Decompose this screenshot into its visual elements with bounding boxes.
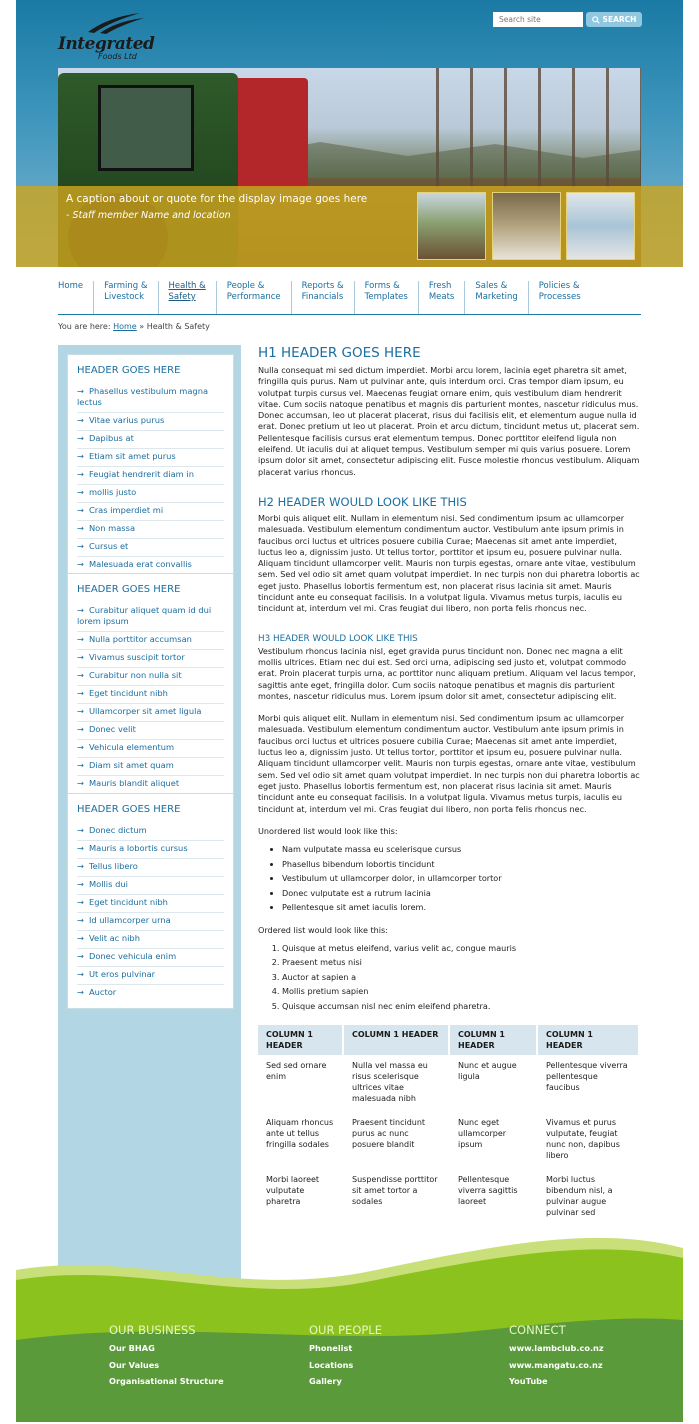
sidebar-link-list	[77, 823, 224, 1002]
caption-attribution: - Staff member Name and location	[66, 210, 231, 221]
unordered-list	[258, 842, 641, 915]
nav-divider	[58, 314, 641, 315]
sidebar-link[interactable]: → Vivamus suscipit tortor	[77, 650, 224, 668]
hero-thumbnail-horses[interactable]	[417, 192, 486, 260]
footer-heading: CONNECT	[509, 1323, 566, 1337]
arrow-right-icon: →	[77, 415, 84, 425]
sidebar-link[interactable]: → Mauris blandit aliquet	[77, 778, 180, 788]
arrow-right-icon: →	[77, 505, 84, 515]
nav-item-health-safety[interactable]: Health & Safety	[169, 281, 217, 315]
search-button[interactable]	[586, 12, 642, 27]
sidebar-link[interactable]: → Curabitur non nulla sit	[77, 668, 224, 686]
sidebar-link[interactable]: → Donec vehicula enim	[77, 949, 224, 967]
footer-heading: OUR BUSINESS	[109, 1323, 196, 1337]
table-cell: Nunc et augue ligula	[458, 1061, 517, 1082]
nav-item-fresh-meats[interactable]: Fresh Meats	[429, 281, 466, 315]
h3-heading: H3 HEADER WOULD LOOK LIKE THIS	[258, 633, 418, 644]
arrow-right-icon: →	[77, 386, 84, 396]
search-button-label: SEARCH	[602, 15, 637, 24]
company-logo[interactable]	[58, 12, 158, 61]
list-item: 3. Auctor at sapien a	[282, 970, 641, 985]
hero-caption	[66, 193, 367, 221]
footer-link-mangatu[interactable]: www.mangatu.co.nz	[509, 1359, 603, 1370]
table-cell: Suspendisse porttitor sit amet tortor a sodales	[352, 1175, 438, 1207]
table-cell: Pellentesque viverra sagittis laoreet	[458, 1175, 518, 1207]
footer-link-youtube[interactable]: YouTube	[509, 1376, 548, 1387]
breadcrumb-home-link[interactable]: Home	[113, 322, 137, 331]
list-item: • Donec vulputate est a rutrum lacinia	[282, 886, 641, 901]
sidebar-box-3	[67, 793, 234, 1009]
table-cell: Nulla vel massa eu risus scelerisque ultrices vitae malesuada nibh	[352, 1061, 428, 1104]
sidebar-link[interactable]: → Auctor	[77, 987, 117, 997]
sidebar-box-2	[67, 573, 234, 800]
sidebar-link[interactable]: → mollis justo	[77, 485, 224, 503]
sidebar-box-1	[67, 354, 234, 581]
nav-item-policies[interactable]: Policies & Processes	[538, 281, 581, 302]
arrow-right-icon: →	[77, 760, 84, 770]
logo-name: Integrated	[58, 34, 155, 54]
hero-thumbnail-shearing[interactable]	[492, 192, 561, 260]
arrow-right-icon: →	[77, 987, 84, 997]
ordered-list	[258, 941, 641, 1014]
caption-quote: A caption about or quote for the display image goes here	[66, 193, 368, 205]
unordered-list-intro: Unordered list would look like this:	[258, 825, 398, 836]
arrow-right-icon: →	[77, 897, 84, 907]
arrow-right-icon: →	[77, 523, 84, 533]
nav-item-reports[interactable]: Reports & Financials	[302, 281, 355, 315]
nav-item-farming[interactable]: Farming & Livestock	[104, 281, 158, 315]
sidebar-link[interactable]: → Tellus libero	[77, 859, 224, 877]
table-row	[258, 1169, 638, 1226]
arrow-right-icon: →	[77, 951, 84, 961]
sidebar-link[interactable]: → Curabitur aliquet quam id dui lorem ipsum	[77, 603, 224, 632]
arrow-right-icon: →	[77, 915, 84, 925]
table-cell: Sed sed ornare enim	[266, 1061, 327, 1082]
footer-link-structure[interactable]: Organisational Structure	[109, 1376, 224, 1387]
footer-link-values[interactable]: Our Values	[109, 1359, 160, 1370]
sidebar-link-list	[77, 384, 224, 574]
arrow-right-icon: →	[77, 843, 84, 853]
arrow-right-icon: →	[77, 724, 84, 734]
arrow-right-icon: →	[77, 559, 84, 569]
intro-paragraph: Nulla consequat mi sed dictum imperdiet. Morbi arcu lorem, lacinia eget pharetra sit amet, fringilla quis purus. Nam ut pulvinar ante, quis interdum orci. Cras tempor diam ipsum, eu volutpat turpis cursus vel. Maecenas feugiat ornare enim, quis vestibulum diam hendrerit vitae. Cum sociis natoque penatibus et magnis dis parturient montes, nascetur ridiculus mus. Donec accumsan, leo ut placerat placerat, risus dui facilisis elit, et elementum augue nulla id erat. Donec pretium ut leo ut placerat. Proin et arcu dictum, tincidunt metus ut, placerat sem. Pellentesque facilisis cursus erat elementum tempus. Donec porttitor eleifend ligula non eleifend. Ut iaculis dui at aliquet tempus. Vestibulum semper mi quis varius posuere. Lorem ipsum dolor sit amet, consectetur adipiscing elit. Fusce molestie rhoncus vestibulum. Aliquam placerat varius rhoncus.	[258, 365, 640, 477]
arrow-right-icon: →	[77, 825, 84, 835]
paragraph-2: Morbi quis aliquet elit. Nullam in elementum nisi. Sed condimentum ipsum ac ullamcorper malesuada. Vestibulum elementum condimentum auctor. Vestibulum ante ipsum primis in faucibus orci luctus et ultrices posuere cubilia Curae; Maecenas sit amet ante imperdiet, luctus leo a, dignissim justo. Ut tellus tortor, porttitor et ipsum eu, posuere pulvinar nulla. Aliquam tincidunt ullamcorper velit. Mauris non turpis egestas, ornare ante vitae, vestibulum sem. Sed vel odio sit amet quam volutpat imperdiet. In nec turpis non dui pharetra lobortis ac eget justo. Phasellus lobortis fermentum est, non placerat risus lacinia sit amet. Mauris tincidunt ante eu consequat facilisis. In a volutpat ligula. Vivamus metus turpis, iaculis eu tincidunt at, interdum vel mi. Cras feugiat dui libero, non porta felis rhoncus nec.	[258, 512, 640, 614]
nav-item-home[interactable]: Home	[58, 281, 94, 315]
arrow-right-icon: →	[77, 433, 84, 443]
arrow-right-icon: →	[77, 933, 84, 943]
paragraph-3: Vestibulum rhoncus lacinia nisl, eget gravida purus tincidunt non. Donec nec magna a elit mollis ultrices. Etiam nec dui est. Sed orci urna, adipiscing sed justo et, volutpat commodo erat. Proin placerat turpis urna, ac porttitor nunc aliquam pretium. Aliquam vel lacus tempor, sagittis ante eget, fringilla dolor. Cum sociis natoque penatibus et magnis dis parturient montes, nascetur ridiculus mus. Lorem ipsum dolor sit amet, consectetur adipiscing elit.	[258, 645, 636, 701]
sidebar-link[interactable]: → Diam sit amet quam	[77, 758, 224, 776]
list-item: 4. Mollis pretium sapien	[282, 984, 641, 999]
table-header-cell: COLUMN 1 HEADER	[344, 1025, 448, 1055]
arrow-right-icon: →	[77, 879, 84, 889]
content-table	[256, 1025, 640, 1226]
search-input[interactable]	[493, 12, 583, 27]
sidebar-link[interactable]: → Etiam sit amet purus	[77, 449, 224, 467]
footer-col-business	[109, 1323, 224, 1390]
logo-subtitle: Foods Ltd	[98, 52, 137, 61]
table-cell: Morbi laoreet vulputate pharetra	[266, 1175, 320, 1207]
breadcrumb: You are here: Home » Health & Safety	[58, 322, 210, 331]
sidebar-box-title: HEADER GOES HERE	[77, 584, 181, 595]
sidebar-link[interactable]: → Donec velit	[77, 722, 224, 740]
logo-swoosh-icon	[84, 12, 144, 34]
table-cell: Nunc eget ullamcorper ipsum	[458, 1118, 507, 1150]
breadcrumb-current: Health & Safety	[146, 322, 210, 331]
sidebar-link[interactable]: → Cras imperdiet mi	[77, 503, 224, 521]
main-nav	[58, 281, 641, 315]
sidebar-link[interactable]: → Ut eros pulvinar	[77, 967, 224, 985]
arrow-right-icon: →	[77, 861, 84, 871]
arrow-right-icon: →	[77, 969, 84, 979]
page-frame	[16, 0, 683, 1422]
sidebar-link[interactable]: → Vitae varius purus	[77, 413, 224, 431]
sidebar-box-title: HEADER GOES HERE	[77, 365, 181, 376]
table-row	[258, 1112, 638, 1169]
table-cell: Praesent tincidunt purus ac nunc posuere blandit	[352, 1118, 426, 1150]
sidebar-link[interactable]: → Phasellus vestibulum magna lectus	[77, 384, 224, 413]
list-item: • Vestibulum ut ullamcorper dolor, in ullamcorper tortor	[282, 871, 641, 886]
nav-item-people[interactable]: People & Performance	[227, 281, 292, 315]
table-cell: Aliquam rhoncus ante ut tellus fringilla sodales	[266, 1118, 334, 1150]
table-cell: Vivamus et purus vulputate, feugiat nunc non, dapibus libero	[546, 1118, 620, 1161]
list-item: • Nam vulputate massa eu scelerisque cursus	[282, 842, 641, 857]
footer-col-people	[309, 1323, 382, 1390]
sidebar-link[interactable]: → Non massa	[77, 521, 224, 539]
arrow-right-icon: →	[77, 541, 84, 551]
list-item: 1. Quisque at metus eleifend, varius velit ac, congue mauris	[282, 941, 641, 956]
arrow-right-icon: →	[77, 670, 84, 680]
arrow-right-icon: →	[77, 688, 84, 698]
list-item: 2. Praesent metus nisi	[282, 955, 641, 970]
list-item: • Pellentesque sit amet iaculis lorem.	[282, 900, 641, 915]
sidebar-link[interactable]: → Velit ac nibh	[77, 931, 224, 949]
arrow-right-icon: →	[77, 742, 84, 752]
table-cell: Morbi luctus bibendum nisl, a pulvinar augue pulvinar sed	[546, 1175, 613, 1218]
sidebar	[58, 345, 241, 1295]
nav-item-forms[interactable]: Forms & Templates	[365, 281, 419, 315]
sidebar-link[interactable]: → Vehicula elementum	[77, 740, 224, 758]
sidebar-box-title: HEADER GOES HERE	[77, 804, 181, 815]
table-header-cell: COLUMN 1 HEADER	[258, 1025, 342, 1055]
sidebar-link[interactable]: → Donec dictum	[77, 823, 224, 841]
hero-thumbnail-lab[interactable]	[566, 192, 635, 260]
footer-link-bhag[interactable]: Our BHAG	[109, 1343, 155, 1353]
sidebar-link-list	[77, 603, 224, 793]
sidebar-link[interactable]: → Nulla porttitor accumsan	[77, 632, 224, 650]
footer-heading: OUR PEOPLE	[309, 1323, 382, 1337]
table-header-cell: COLUMN 1 HEADER	[450, 1025, 536, 1055]
sidebar-link[interactable]: → Dapibus at	[77, 431, 224, 449]
sidebar-link[interactable]: → Malesuada erat convallis	[77, 559, 192, 569]
arrow-right-icon: →	[77, 469, 84, 479]
arrow-right-icon: →	[77, 487, 84, 497]
arrow-right-icon: →	[77, 451, 84, 461]
footer-link-phonelist[interactable]: Phonelist	[309, 1343, 353, 1353]
arrow-right-icon: →	[77, 706, 84, 716]
arrow-right-icon: →	[77, 778, 84, 788]
nav-item-sales[interactable]: Sales & Marketing	[475, 281, 528, 315]
sidebar-link[interactable]: → Eget tincidunt nibh	[77, 895, 224, 913]
ordered-list-intro: Ordered list would look like this:	[258, 924, 388, 935]
footer-col-connect	[509, 1323, 604, 1390]
footer-link-gallery[interactable]: Gallery	[309, 1376, 342, 1387]
main-content	[258, 345, 641, 1226]
table-cell: Pellentesque viverra pellentesque faucibus	[546, 1061, 628, 1093]
sidebar-link[interactable]: → Cursus et	[77, 539, 224, 557]
sidebar-link[interactable]: → Ullamcorper sit amet ligula	[77, 704, 224, 722]
paragraph-4: Morbi quis aliquet elit. Nullam in elementum nisi. Sed condimentum ipsum ac ullamcorper malesuada. Vestibulum elementum condimentum auctor. Vestibulum ante ipsum primis in faucibus orci luctus et ultrices posuere cubilia Curae; Maecenas sit amet ante imperdiet, luctus leo a, dignissim justo. Ut tellus tortor, porttitor et ipsum eu, posuere pulvinar nulla. Aliquam tincidunt ullamcorper velit. Mauris non turpis egestas, ornare ante vitae, vestibulum sem. Sed vel odio sit amet quam volutpat imperdiet. In nec turpis non dui pharetra lobortis ac eget justo. Phasellus lobortis fermentum est, non placerat risus lacinia sit amet. Mauris tincidunt ante eu consequat facilisis. In a volutpat ligula. Vivamus metus turpis, iaculis eu tincidunt at, interdum vel mi. Cras feugiat dui libero, non porta felis rhoncus nec.	[258, 713, 640, 814]
arrow-right-icon: →	[77, 652, 84, 662]
sidebar-link[interactable]: → Mollis dui	[77, 877, 224, 895]
sidebar-link[interactable]: → Feugiat hendrerit diam in	[77, 467, 224, 485]
search-icon	[592, 16, 600, 24]
table-header-cell: COLUMN 1 HEADER	[538, 1025, 638, 1055]
list-item: 5. Quisque accumsan nisl nec enim eleifend pharetra.	[282, 999, 641, 1014]
page-title: H1 HEADER GOES HERE	[258, 345, 421, 361]
sidebar-link[interactable]: → Mauris a lobortis cursus	[77, 841, 224, 859]
arrow-right-icon: →	[77, 634, 84, 644]
h2-heading: H2 HEADER WOULD LOOK LIKE THIS	[258, 494, 467, 509]
list-item: • Phasellus bibendum lobortis tincidunt	[282, 857, 641, 872]
table-row	[258, 1055, 638, 1112]
footer-link-lambclub[interactable]: www.lambclub.co.nz	[509, 1343, 604, 1353]
arrow-right-icon: →	[77, 605, 84, 615]
footer-link-locations[interactable]: Locations	[309, 1359, 354, 1370]
sidebar-link[interactable]: → Id ullamcorper urna	[77, 913, 224, 931]
sidebar-link[interactable]: → Eget tincidunt nibh	[77, 686, 224, 704]
